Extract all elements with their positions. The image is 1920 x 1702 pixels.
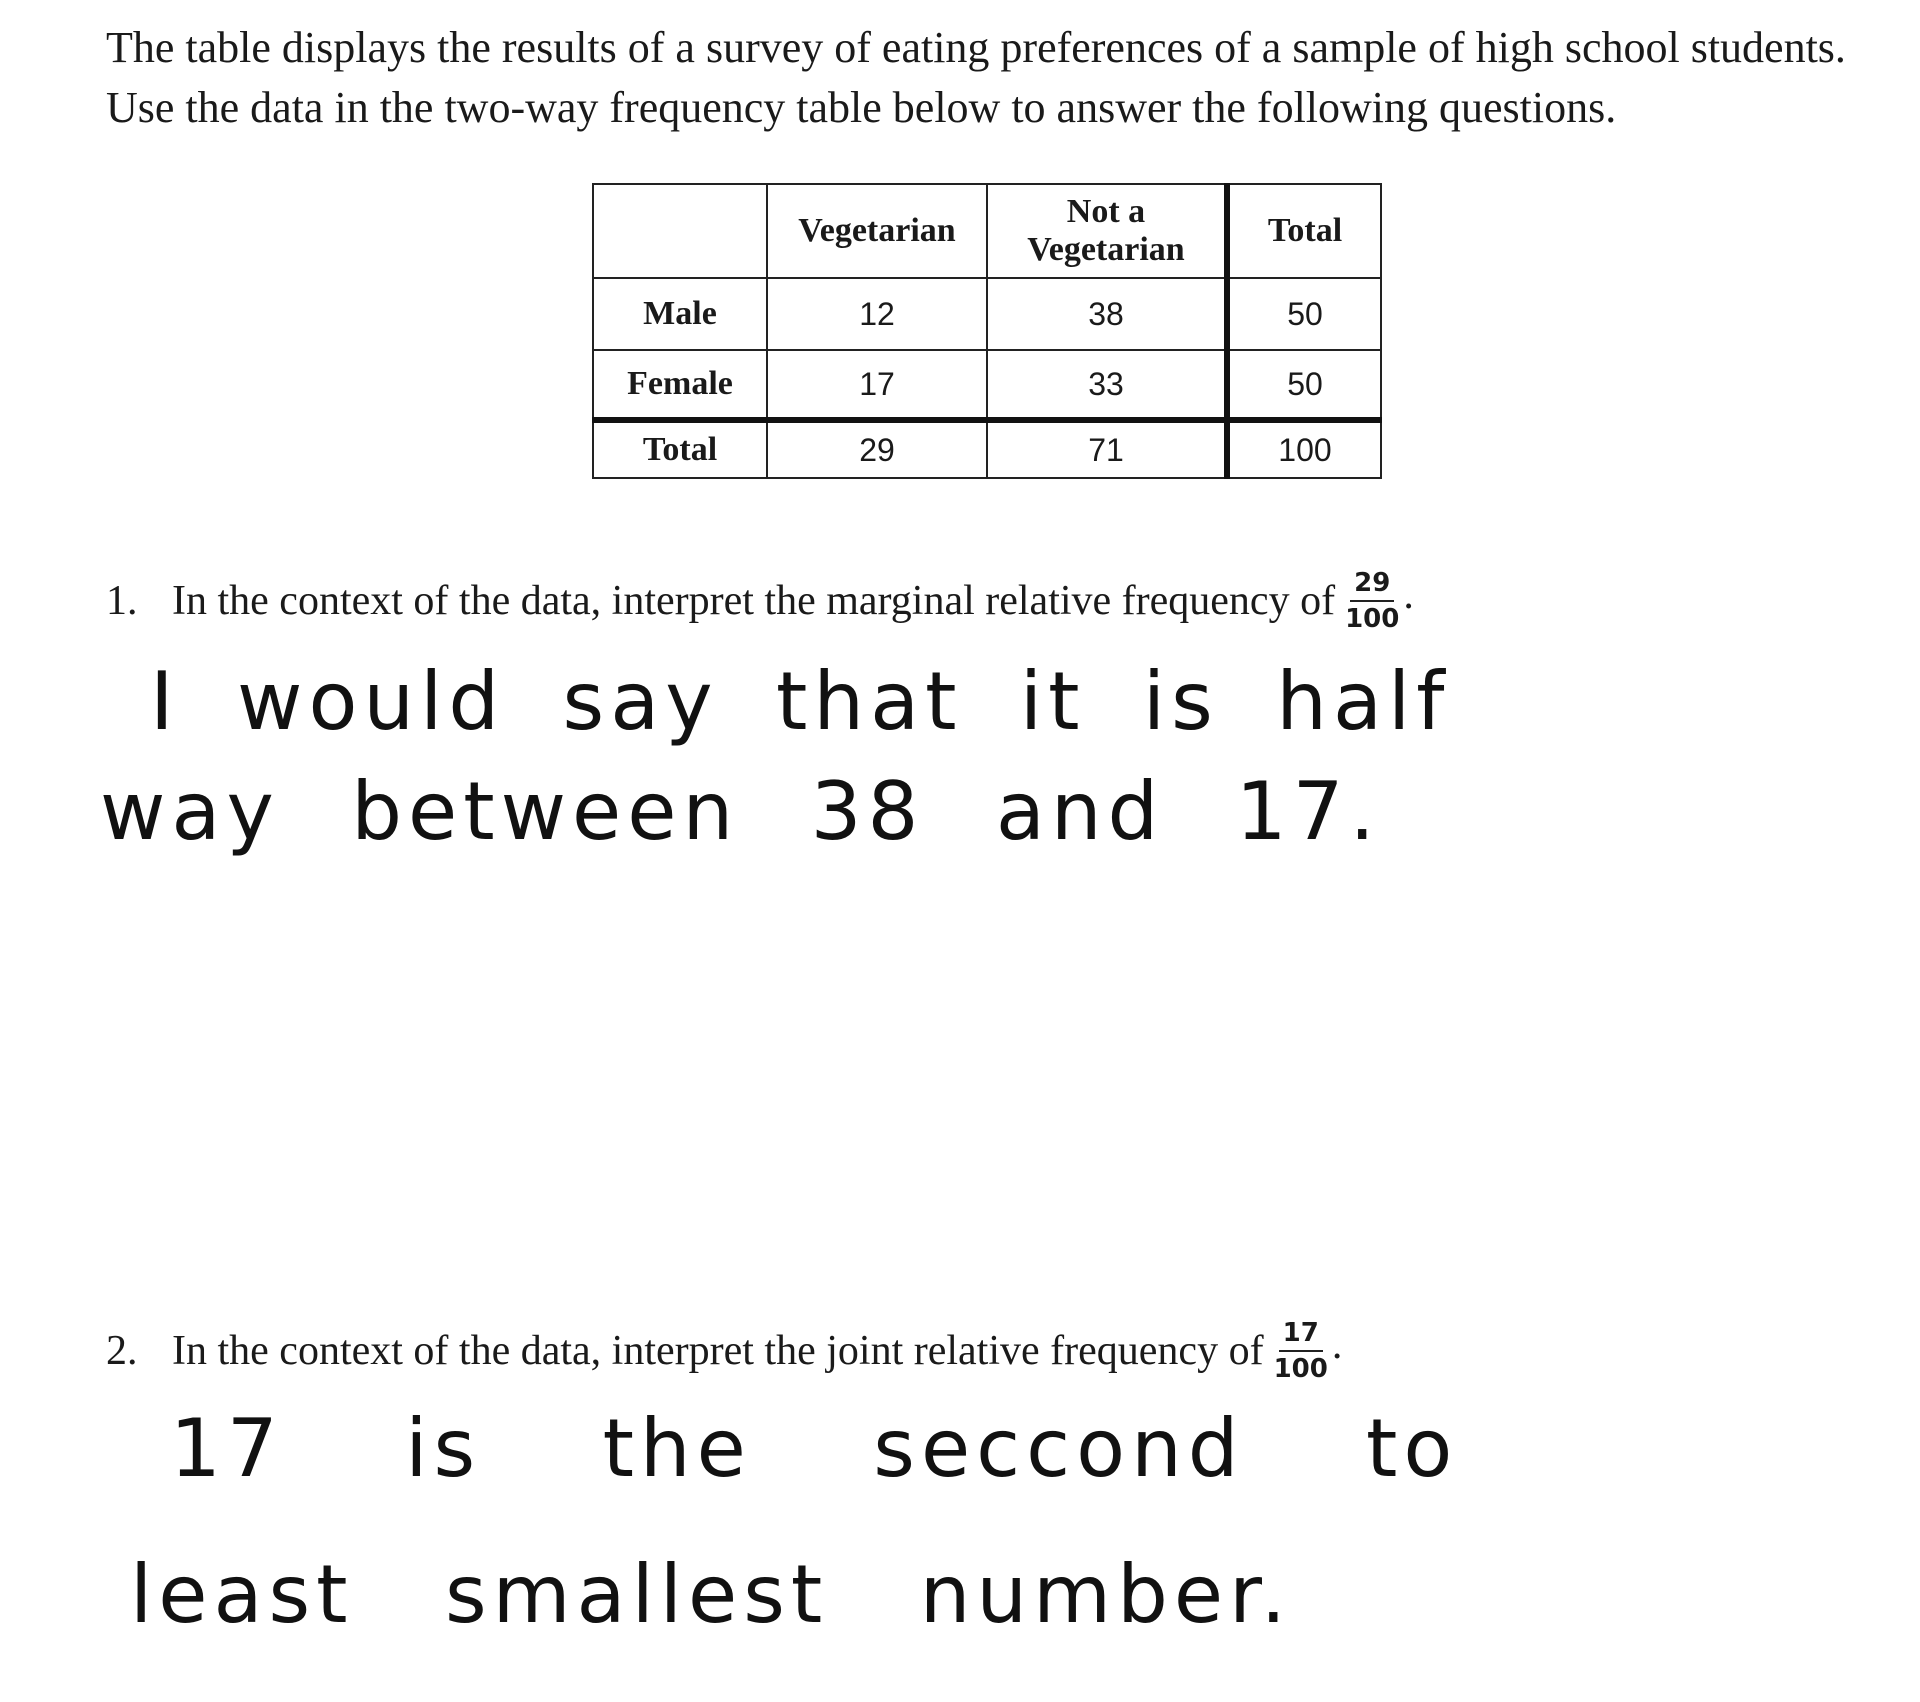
cell-total-not-vegetarian: 71 <box>987 420 1227 478</box>
table-row <box>593 350 1381 420</box>
cell-total-vegetarian: 29 <box>767 420 987 478</box>
table-header-row <box>593 184 1381 278</box>
row-label-total: Total <box>593 420 767 478</box>
fraction <box>1345 568 1399 634</box>
table-row <box>593 278 1381 350</box>
question-number: 2. <box>106 1328 138 1374</box>
handwritten-answer-1-line-1: I would say that it is half <box>150 655 1451 748</box>
question-2 <box>106 1318 1342 1384</box>
handwritten-answer-2-line-2: least smallest number. <box>130 1548 1293 1641</box>
table-row <box>593 420 1381 478</box>
question-text: In the context of the data, interpret the marginal relative frequency of <box>172 578 1336 624</box>
cell-grand-total: 100 <box>1227 420 1381 478</box>
fraction-numerator: 17 <box>1279 1318 1323 1352</box>
table-corner-cell <box>593 184 767 278</box>
header-vegetarian: Vegetarian <box>767 184 987 278</box>
cell-male-total: 50 <box>1227 278 1381 350</box>
cell-male-vegetarian: 12 <box>767 278 987 350</box>
fraction <box>1274 1318 1328 1384</box>
fraction-denominator: 100 <box>1345 604 1400 634</box>
header-total: Total <box>1227 184 1381 278</box>
handwritten-answer-1-line-2: way between 38 and 17. <box>100 765 1381 858</box>
period: . <box>1331 1322 1343 1368</box>
cell-female-vegetarian: 17 <box>767 350 987 420</box>
header-not-vegetarian: Not a Vegetarian <box>987 184 1227 278</box>
two-way-frequency-table <box>592 183 1382 479</box>
fraction-numerator: 29 <box>1350 568 1394 602</box>
period: . <box>1403 572 1414 618</box>
fraction-denominator: 100 <box>1273 1354 1328 1384</box>
row-label-female: Female <box>593 350 767 420</box>
handwritten-answer-2-line-1: 17 is the seccond to <box>170 1402 1459 1495</box>
question-1 <box>106 568 1414 634</box>
cell-female-not-vegetarian: 33 <box>987 350 1227 420</box>
question-text: In the context of the data, interpret the joint relative frequency of <box>172 1328 1264 1374</box>
cell-male-not-vegetarian: 38 <box>987 278 1227 350</box>
row-label-male: Male <box>593 278 767 350</box>
question-number: 1. <box>106 578 138 624</box>
cell-female-total: 50 <box>1227 350 1381 420</box>
intro-paragraph: The table displays the results of a survey of eating preferences of a sample of high school students. Use the data in the two-way frequency table below to answer the following questions. <box>106 23 1846 132</box>
